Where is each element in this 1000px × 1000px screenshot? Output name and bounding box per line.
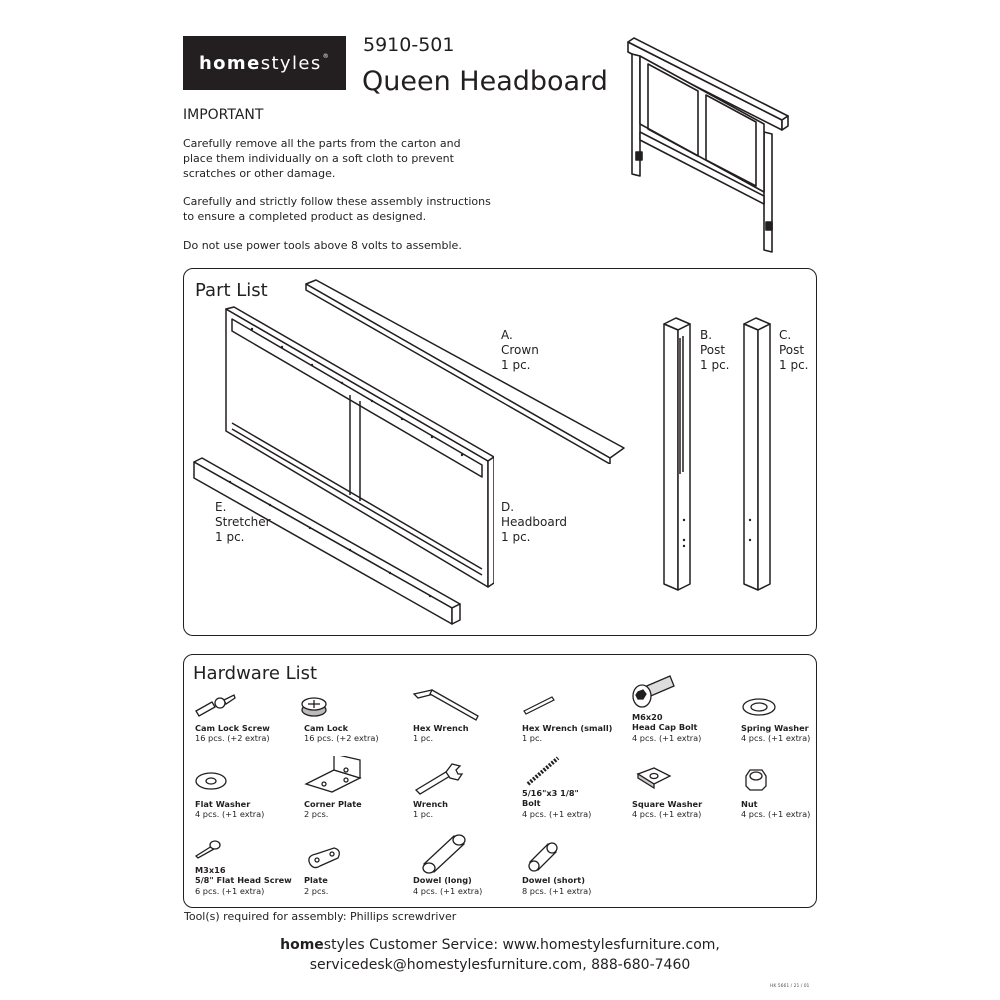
bolt-icon bbox=[524, 754, 564, 788]
hardware-qty: 6 pcs. (+1 extra) bbox=[195, 886, 265, 896]
assembled-headboard-illustration bbox=[622, 34, 792, 259]
document-reference: HK 5661 / 21 / 01 bbox=[770, 984, 810, 989]
hardware-qty: 2 pcs. bbox=[304, 886, 329, 896]
hardware-name: M6x20 bbox=[632, 712, 663, 722]
hardware-list-panel bbox=[183, 654, 817, 908]
brand-logo bbox=[183, 36, 346, 90]
model-number: 5910-501 bbox=[363, 34, 455, 56]
hardware-name: Hex Wrench bbox=[413, 723, 469, 733]
hardware-list-title: Hardware List bbox=[193, 663, 318, 684]
hardware-name: Cam Lock bbox=[304, 723, 349, 733]
hardware-name: Nut bbox=[741, 799, 758, 809]
hardware-qty: 1 pc. bbox=[522, 733, 543, 743]
hardware-qty: 4 pcs. (+1 extra) bbox=[741, 733, 811, 743]
part-label-crown: A. Crown 1 pc. bbox=[501, 328, 539, 372]
hardware-qty: 4 pcs. (+1 extra) bbox=[741, 809, 811, 819]
small-hex-wrench-icon bbox=[520, 693, 560, 717]
hardware-name: Head Cap Bolt bbox=[632, 722, 698, 732]
flat-washer-icon bbox=[194, 770, 228, 792]
head-cap-bolt-icon bbox=[630, 672, 680, 712]
hardware-qty: 4 pcs. (+1 extra) bbox=[632, 809, 702, 819]
hardware-name: Dowel (short) bbox=[522, 875, 585, 885]
customer-service-line: homestyles Customer Service: www.homestylesfurniture.com, bbox=[280, 937, 720, 953]
part-label-stretcher: E. Stretcher 1 pc. bbox=[215, 500, 271, 544]
part-label-post-c: C. Post 1 pc. bbox=[779, 328, 809, 372]
hardware-qty: 4 pcs. (+1 extra) bbox=[195, 809, 265, 819]
customer-service-contact[interactable]: servicedesk@homestylesfurniture.com, 888-680-7460 bbox=[309, 957, 691, 973]
nut-icon bbox=[742, 766, 770, 792]
hardware-name: 5/16"x3 1/8" bbox=[522, 788, 579, 798]
flat-head-screw-icon bbox=[194, 836, 222, 860]
hardware-qty: 16 pcs. (+2 extra) bbox=[195, 733, 270, 743]
logo-wordmark: homestyles® bbox=[198, 52, 331, 74]
hardware-qty: 2 pcs. bbox=[304, 809, 329, 819]
page-title: Queen Headboard bbox=[362, 66, 608, 97]
customer-service-website[interactable]: Customer Service: www.homestylesfurniture.com, bbox=[364, 937, 720, 953]
square-washer-icon bbox=[634, 766, 674, 790]
long-dowel-icon bbox=[414, 830, 470, 874]
short-dowel-icon bbox=[522, 838, 562, 872]
post-b-drawing bbox=[660, 314, 694, 594]
hardware-name: Bolt bbox=[522, 798, 541, 808]
hardware-name: 5/8" Flat Head Screw bbox=[195, 875, 292, 885]
hardware-qty: 16 pcs. (+2 extra) bbox=[304, 733, 379, 743]
hardware-name: Hex Wrench (small) bbox=[522, 723, 613, 733]
hardware-qty: 4 pcs. (+1 extra) bbox=[413, 886, 483, 896]
hardware-name: Flat Washer bbox=[195, 799, 251, 809]
hardware-qty: 1 pc. bbox=[413, 809, 434, 819]
hardware-qty: 4 pcs. (+1 extra) bbox=[522, 809, 592, 819]
spring-washer-icon bbox=[740, 696, 778, 718]
hardware-name: Dowel (long) bbox=[413, 875, 472, 885]
corner-plate-icon bbox=[302, 756, 364, 796]
hardware-name: Cam Lock Screw bbox=[195, 723, 270, 733]
post-c-drawing bbox=[740, 314, 774, 594]
hardware-qty: 4 pcs. (+1 extra) bbox=[632, 733, 702, 743]
hardware-name: Corner Plate bbox=[304, 799, 362, 809]
hardware-qty: 8 pcs. (+1 extra) bbox=[522, 886, 592, 896]
hardware-name: M3x16 bbox=[195, 865, 226, 875]
instruction-paragraph: Do not use power tools above 8 volts to assemble. bbox=[183, 239, 462, 252]
important-heading: IMPORTANT bbox=[183, 107, 264, 123]
hardware-name: Square Washer bbox=[632, 799, 703, 809]
part-label-post-b: B. Post 1 pc. bbox=[700, 328, 730, 372]
part-list-title: Part List bbox=[195, 280, 268, 301]
hardware-qty: 1 pc. bbox=[413, 733, 434, 743]
hardware-name: Spring Washer bbox=[741, 723, 809, 733]
wrench-icon bbox=[412, 762, 464, 796]
instruction-paragraph: Carefully remove all the parts from the carton and place them individually on a soft cloth to prevent scratches or other damage. bbox=[183, 137, 461, 180]
cam-lock-icon bbox=[300, 690, 330, 720]
hex-wrench-icon bbox=[410, 686, 482, 722]
plate-icon bbox=[304, 846, 344, 872]
cam-lock-screw-icon bbox=[192, 693, 238, 721]
tools-required: Tool(s) required for assembly: Phillips screwdriver bbox=[184, 910, 457, 923]
instruction-paragraph: Carefully and strictly follow these assembly instructions to ensure a completed product as designed. bbox=[183, 195, 491, 223]
hardware-name: Wrench bbox=[413, 799, 448, 809]
part-label-headboard: D. Headboard 1 pc. bbox=[501, 500, 568, 544]
hardware-name: Plate bbox=[304, 875, 328, 885]
